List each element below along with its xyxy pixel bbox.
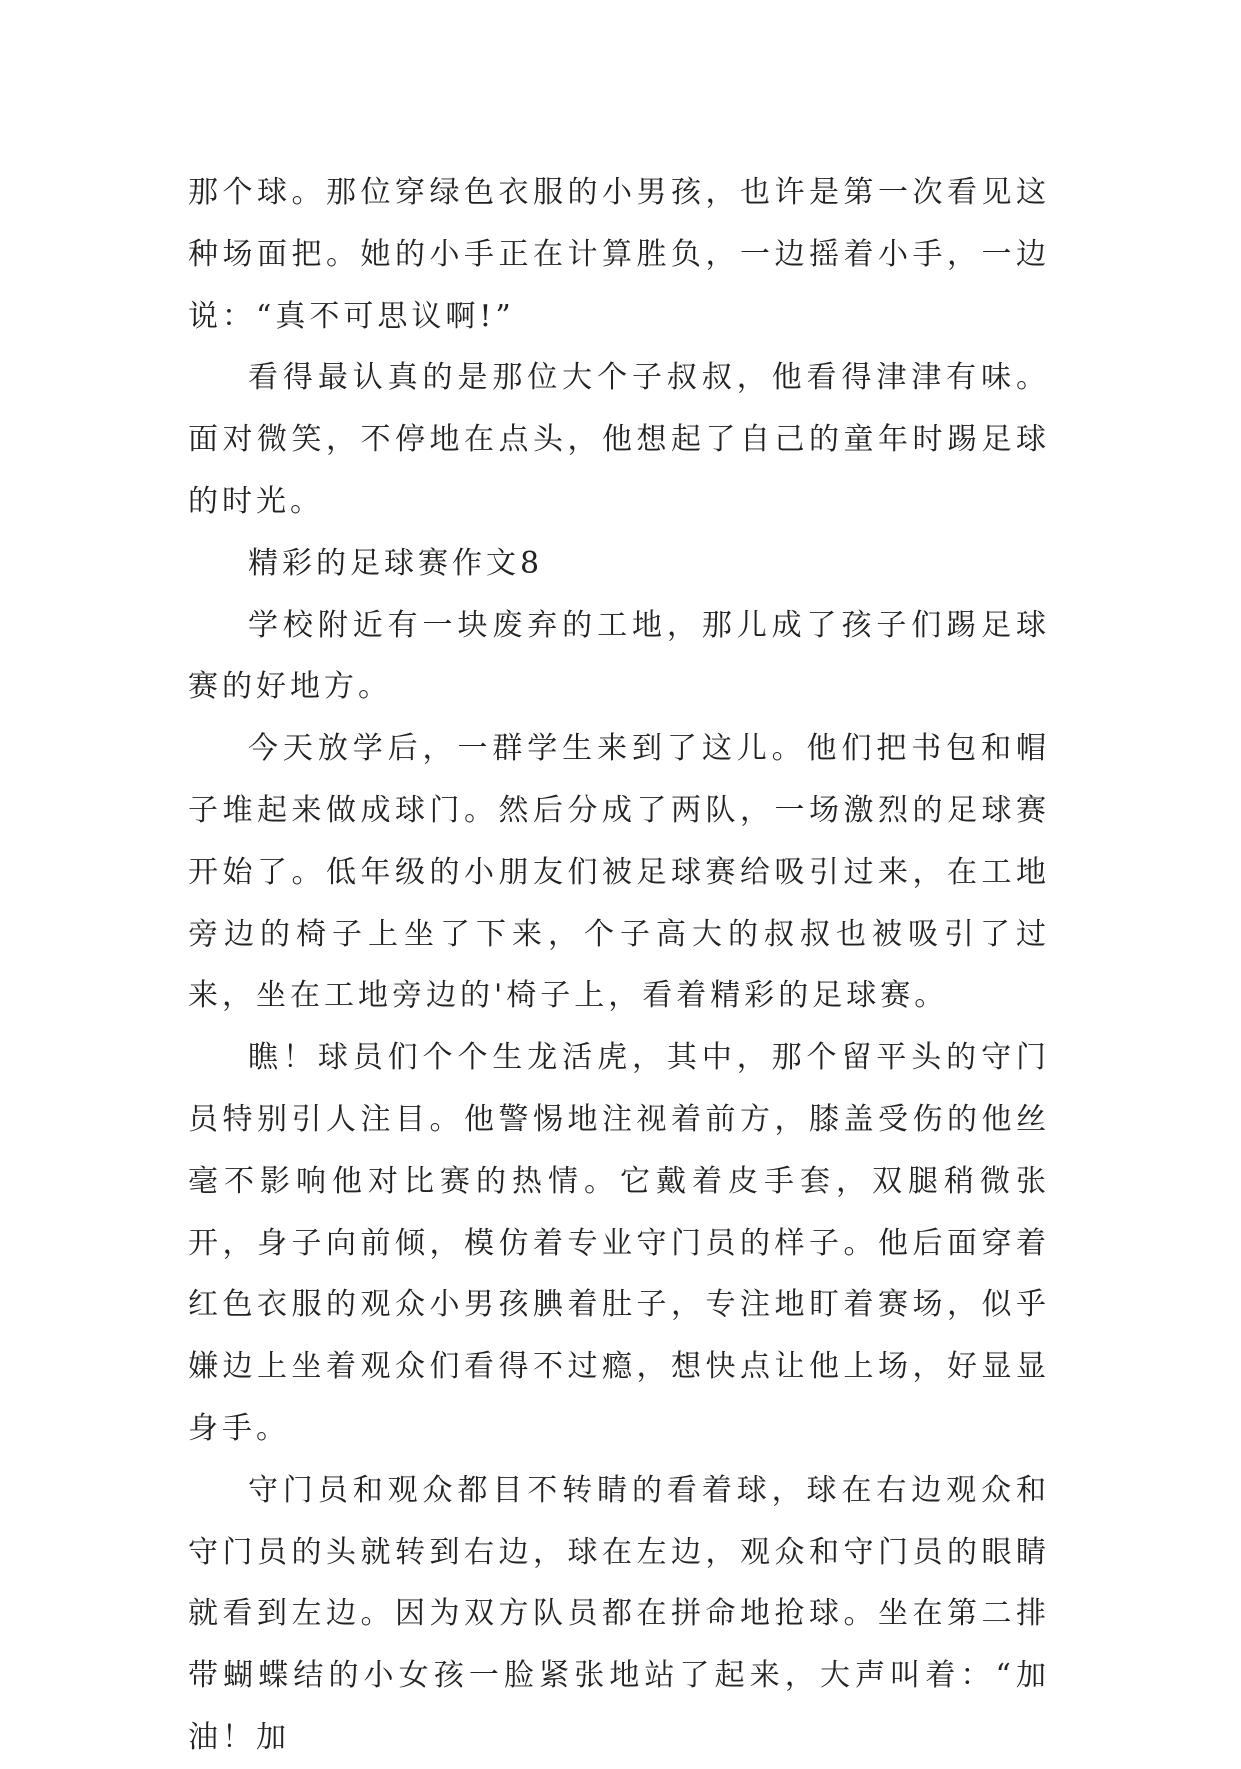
paragraph-spectators: 守门员和观众都目不转睛的看着球，球在右边观众和守门员的头就转到右边，球在左边，观众和守门员的眼睛就看到左边。因为双方队员都在拼命地抢球。坐在第二排带蝴蝶结的小女孩一脸紧张地站了起来，大声叫着：“加油！加	[188, 1472, 1050, 1755]
paragraph-after-school: 今天放学后，一群学生来到了这儿。他们把书包和帽子堆起来做成球门。然后分成了两队，一场激烈的足球赛开始了。低年级的小朋友们被足球赛给吸引过来，在工地旁边的椅子上坐了下来，个子高大的叔叔也被吸引了过来，坐在工地旁边的'椅子上，看着精彩的足球赛。	[188, 731, 1050, 1014]
paragraph-uncle: 看得最认真的是那位大个子叔叔，他看得津津有味。面对微笑，不停地在点头，他想起了自己的童年时踢足球的时光。	[188, 360, 1050, 519]
document-body	[188, 162, 1050, 1769]
paragraph-goalkeeper: 瞧！球员们个个生龙活虎，其中，那个留平头的守门员特别引人注目。他警惕地注视着前方，膝盖受伤的他丝毫不影响他对比赛的热情。它戴着皮手套，双腿稍微张开，身子向前倾，模仿着专业守门员的样子。他后面穿着红色衣服的观众小男孩腆着肚子，专注地盯着赛场，似乎嫌边上坐着观众们看得不过瘾，想快点让他上场，好显显身手。	[188, 1040, 1050, 1446]
paragraph-continuation: 那个球。那位穿绿色衣服的小男孩，也许是第一次看见这种场面把。她的小手正在计算胜负，一边摇着小手，一边说：“真不可思议啊!”	[188, 175, 1050, 334]
section-heading: 精彩的足球赛作文8	[248, 545, 544, 581]
paragraph-construction-site: 学校附近有一块废弃的工地，那儿成了孩子们踢足球赛的好地方。	[188, 607, 1050, 705]
